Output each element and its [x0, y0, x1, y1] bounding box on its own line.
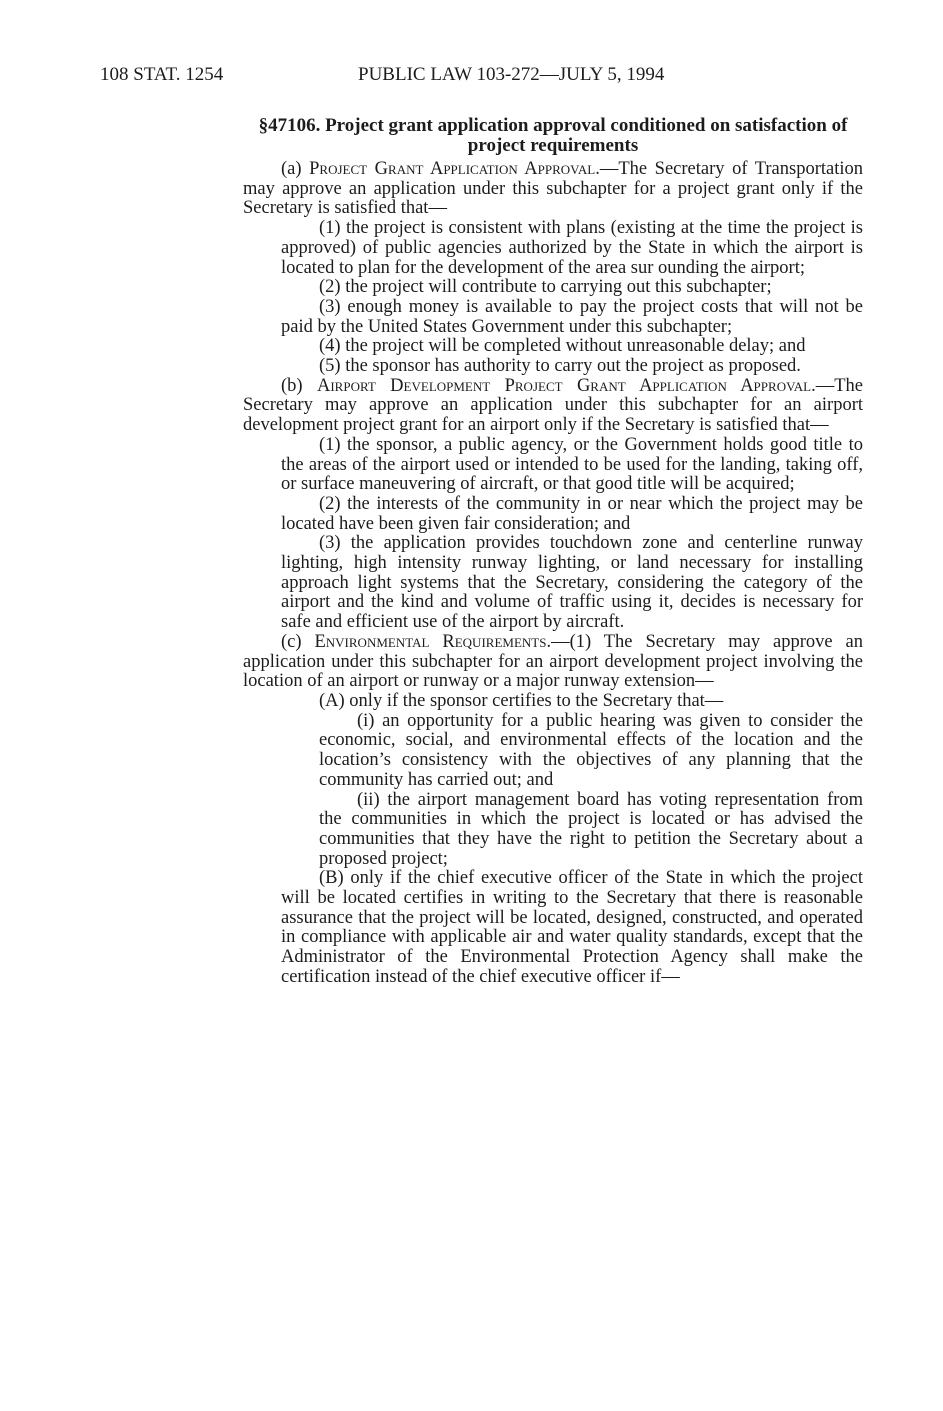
subsection-a-text: —The Secretary of Transportation may approve an application under this subchapter for a project grant only if the Secretary is satisfied that—: [243, 159, 864, 219]
subsection-a-item: (4) the project will be completed without unreasonable delay; and: [319, 336, 806, 357]
clause-a-item: (i) an opportunity for a public hearing was given to consider the economic, social, and environmental effects of the location and the location’s consistency with the objectives of any planning that the community has carried out; and: [319, 710, 863, 790]
subsection-c-text: —(1) The Secretary may approve an application under this subchapter for an airport development project involving the location of an airport or runway or a major runway extension—: [243, 631, 863, 692]
subsection-a: [243, 160, 863, 219]
clause-a: (A) only if the sponsor certifies to the Secretary that—: [319, 690, 724, 711]
subsection-c-label: (c): [281, 631, 302, 652]
stat-reference: 108 STAT. 1254: [100, 64, 224, 85]
subsection-b: [243, 377, 863, 436]
subsection-c-title: Environmental Requirements.: [314, 631, 552, 652]
subsection-b-item: (2) the interests of the community in or near which the project may be located have been given fair consideration; and: [281, 493, 863, 534]
subsection-b-item: (1) the sponsor, a public agency, or the Government holds good title to the areas of the airport used or intended to be used for the landing, taking off, or surface maneuvering of aircraft, or that good title will be acquired;: [281, 434, 863, 495]
subsection-a-item: (5) the sponsor has authority to carry out the project as proposed.: [319, 356, 801, 377]
running-header: [0, 64, 943, 88]
clause-b: (B) only if the chief executive officer of the State in which the project will be located certifies in writing to the Secretary that there is reasonable assurance that the project will be located, designed, constructed, and operated in compliance with applicable air and water quality standards, except that the Administrator of the Environmental Protection Agency shall make the certification instead of the chief executive officer if—: [281, 868, 863, 987]
subsection-b-text: —The Secretary may approve an application under this subchapter for an airport development project grant for an airport only if the Secretary is satisfied that—: [243, 375, 864, 436]
subsection-a-title: Project Grant Application Approval.: [309, 159, 600, 179]
clause-a-item: (ii) the airport management board has voting representation from the communities in which the project is located or has advised the communities that they have the right to petition the Secretary about a proposed project;: [319, 789, 863, 869]
public-law-reference: PUBLIC LAW 103-272—JULY 5, 1994: [358, 64, 665, 85]
subsection-a-item: (3) enough money is available to pay the project costs that will not be paid by the United States Government under this subchapter;: [281, 296, 863, 337]
subsection-a-label: (a): [281, 159, 302, 179]
subsection-b-item: (3) the application provides touchdown zone and centerline runway lighting, high intensity runway lighting, or land necessary for installing approach light systems that the Secretary, considering the category of the airport and the kind and volume of traffic using it, decides is necessary for safe and efficient use of the airport by aircraft.: [281, 533, 863, 633]
section-heading: §47106. Project grant application approval conditioned on satisfaction of project requirements: [258, 115, 848, 156]
subsection-a-item: (2) the project will contribute to carrying out this subchapter;: [319, 277, 772, 298]
subsection-a-item: (1) the project is consistent with plans (existing at the time the project is approved) of public agencies authorized by the State in which the airport is located to plan for the development of the area sur ounding the airport;: [281, 218, 863, 278]
subsection-b-label: (b): [281, 375, 303, 396]
page-body: [243, 116, 863, 988]
subsection-c: [243, 633, 863, 692]
subsection-b-title: Airport Development Project Grant Application Approval.: [316, 375, 816, 396]
